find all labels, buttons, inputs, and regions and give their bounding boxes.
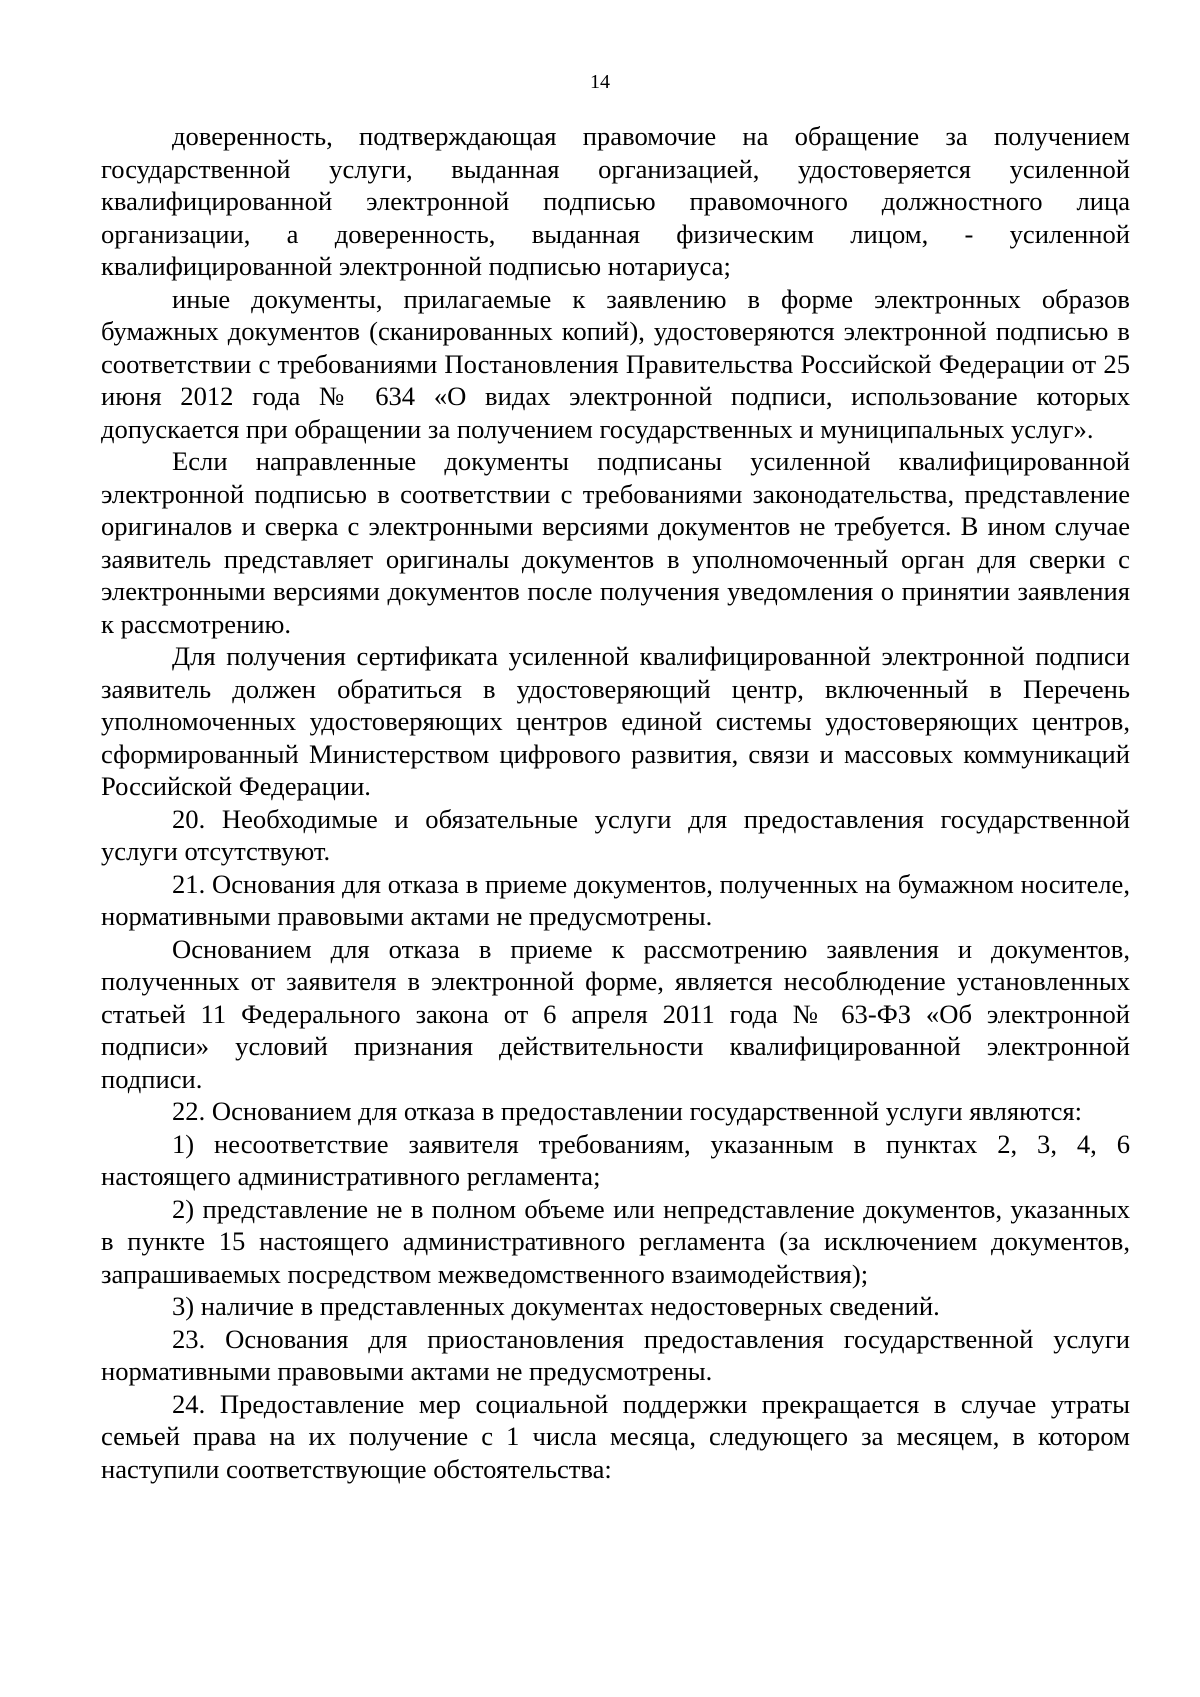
page-number: 14 [590,71,610,93]
paragraph-signed-documents: Если направленные документы подписаны усиленной квалифицированной электронной подписью в соответствии с требованиями законодательства, представление оригиналов и сверка с электронными версиями документов не требуется. В ином случае заявитель представляет оригиналы документов в уполномоченный орган для сверки с электронными версиями документов после получения уведомления о принятии заявления к рассмотрению. [101,446,1130,639]
document-body [101,120,1130,1485]
paragraph-item-22-1: 1) несоответствие заявителя требованиям, указанным в пунктах 2, 3, 4, 6 настоящего административного регламента; [101,1128,1130,1191]
paragraph-other-documents: иные документы, прилагаемые к заявлению в форме электронных образов бумажных документов (сканированных копий), удостоверяются электронной подписью в соответствии с требованиями Постановления Правительства Российской Федерации от 25 июня 2012 года № 634 «О видах электронной подписи, использование которых допускается при обращении за получением государственных и муниципальных услуг». [101,283,1130,444]
paragraph-item-20: 20. Необходимые и обязательные услуги для предоставления государственной услуги отсутствуют. [101,803,1130,866]
paragraph-item-24: 24. Предоставление мер социальной поддержки прекращается в случае утраты семьей права на их получение с 1 числа месяца, следующего за месяцем, в котором наступили соответствующие обстоятельства: [101,1388,1130,1484]
paragraph-refusal-electronic: Основанием для отказа в приеме к рассмотрению заявления и документов, полученных от заявителя в электронной форме, является несоблюдение установленных статьей 11 Федерального закона от 6 апреля 2011 года № 63-ФЗ «Об электронной подписи» условий признания действительности квалифицированной электронной подписи. [101,933,1130,1094]
paragraph-power-of-attorney: доверенность, подтверждающая правомочие на обращение за получением государственной услуги, выданная организацией, удостоверяется усиленной квалифицированной электронной подписью правомочного должностного лица организации, а доверенность, выданная физическим лицом, - усиленной квалифицированной электронной подписью нотариуса; [101,121,1130,281]
paragraph-item-22: 22. Основанием для отказа в предоставлении государственной услуги являются: [172,1096,1083,1126]
paragraph-item-22-3: 3) наличие в представленных документах недостоверных сведений. [172,1291,940,1321]
paragraph-item-21: 21. Основания для отказа в приеме документов, полученных на бумажном носителе, нормативными правовыми актами не предусмотрены. [101,868,1130,931]
paragraph-item-22-2: 2) представление не в полном объеме или непредставление документов, указанных в пункте 15 настоящего административного регламента (за исключением документов, запрашиваемых посредством межведомственного взаимодействия); [101,1193,1130,1289]
paragraph-item-23: 23. Основания для приостановления предоставления государственной услуги нормативными правовыми актами не предусмотрены. [101,1323,1130,1386]
paragraph-certificate: Для получения сертификата усиленной квалифицированной электронной подписи заявитель должен обратиться в удостоверяющий центр, включенный в Перечень уполномоченных удостоверяющих центров единой системы удостоверяющих центров, сформированный Министерством цифрового развития, связи и массовых коммуникаций Российской Федерации. [101,641,1130,801]
